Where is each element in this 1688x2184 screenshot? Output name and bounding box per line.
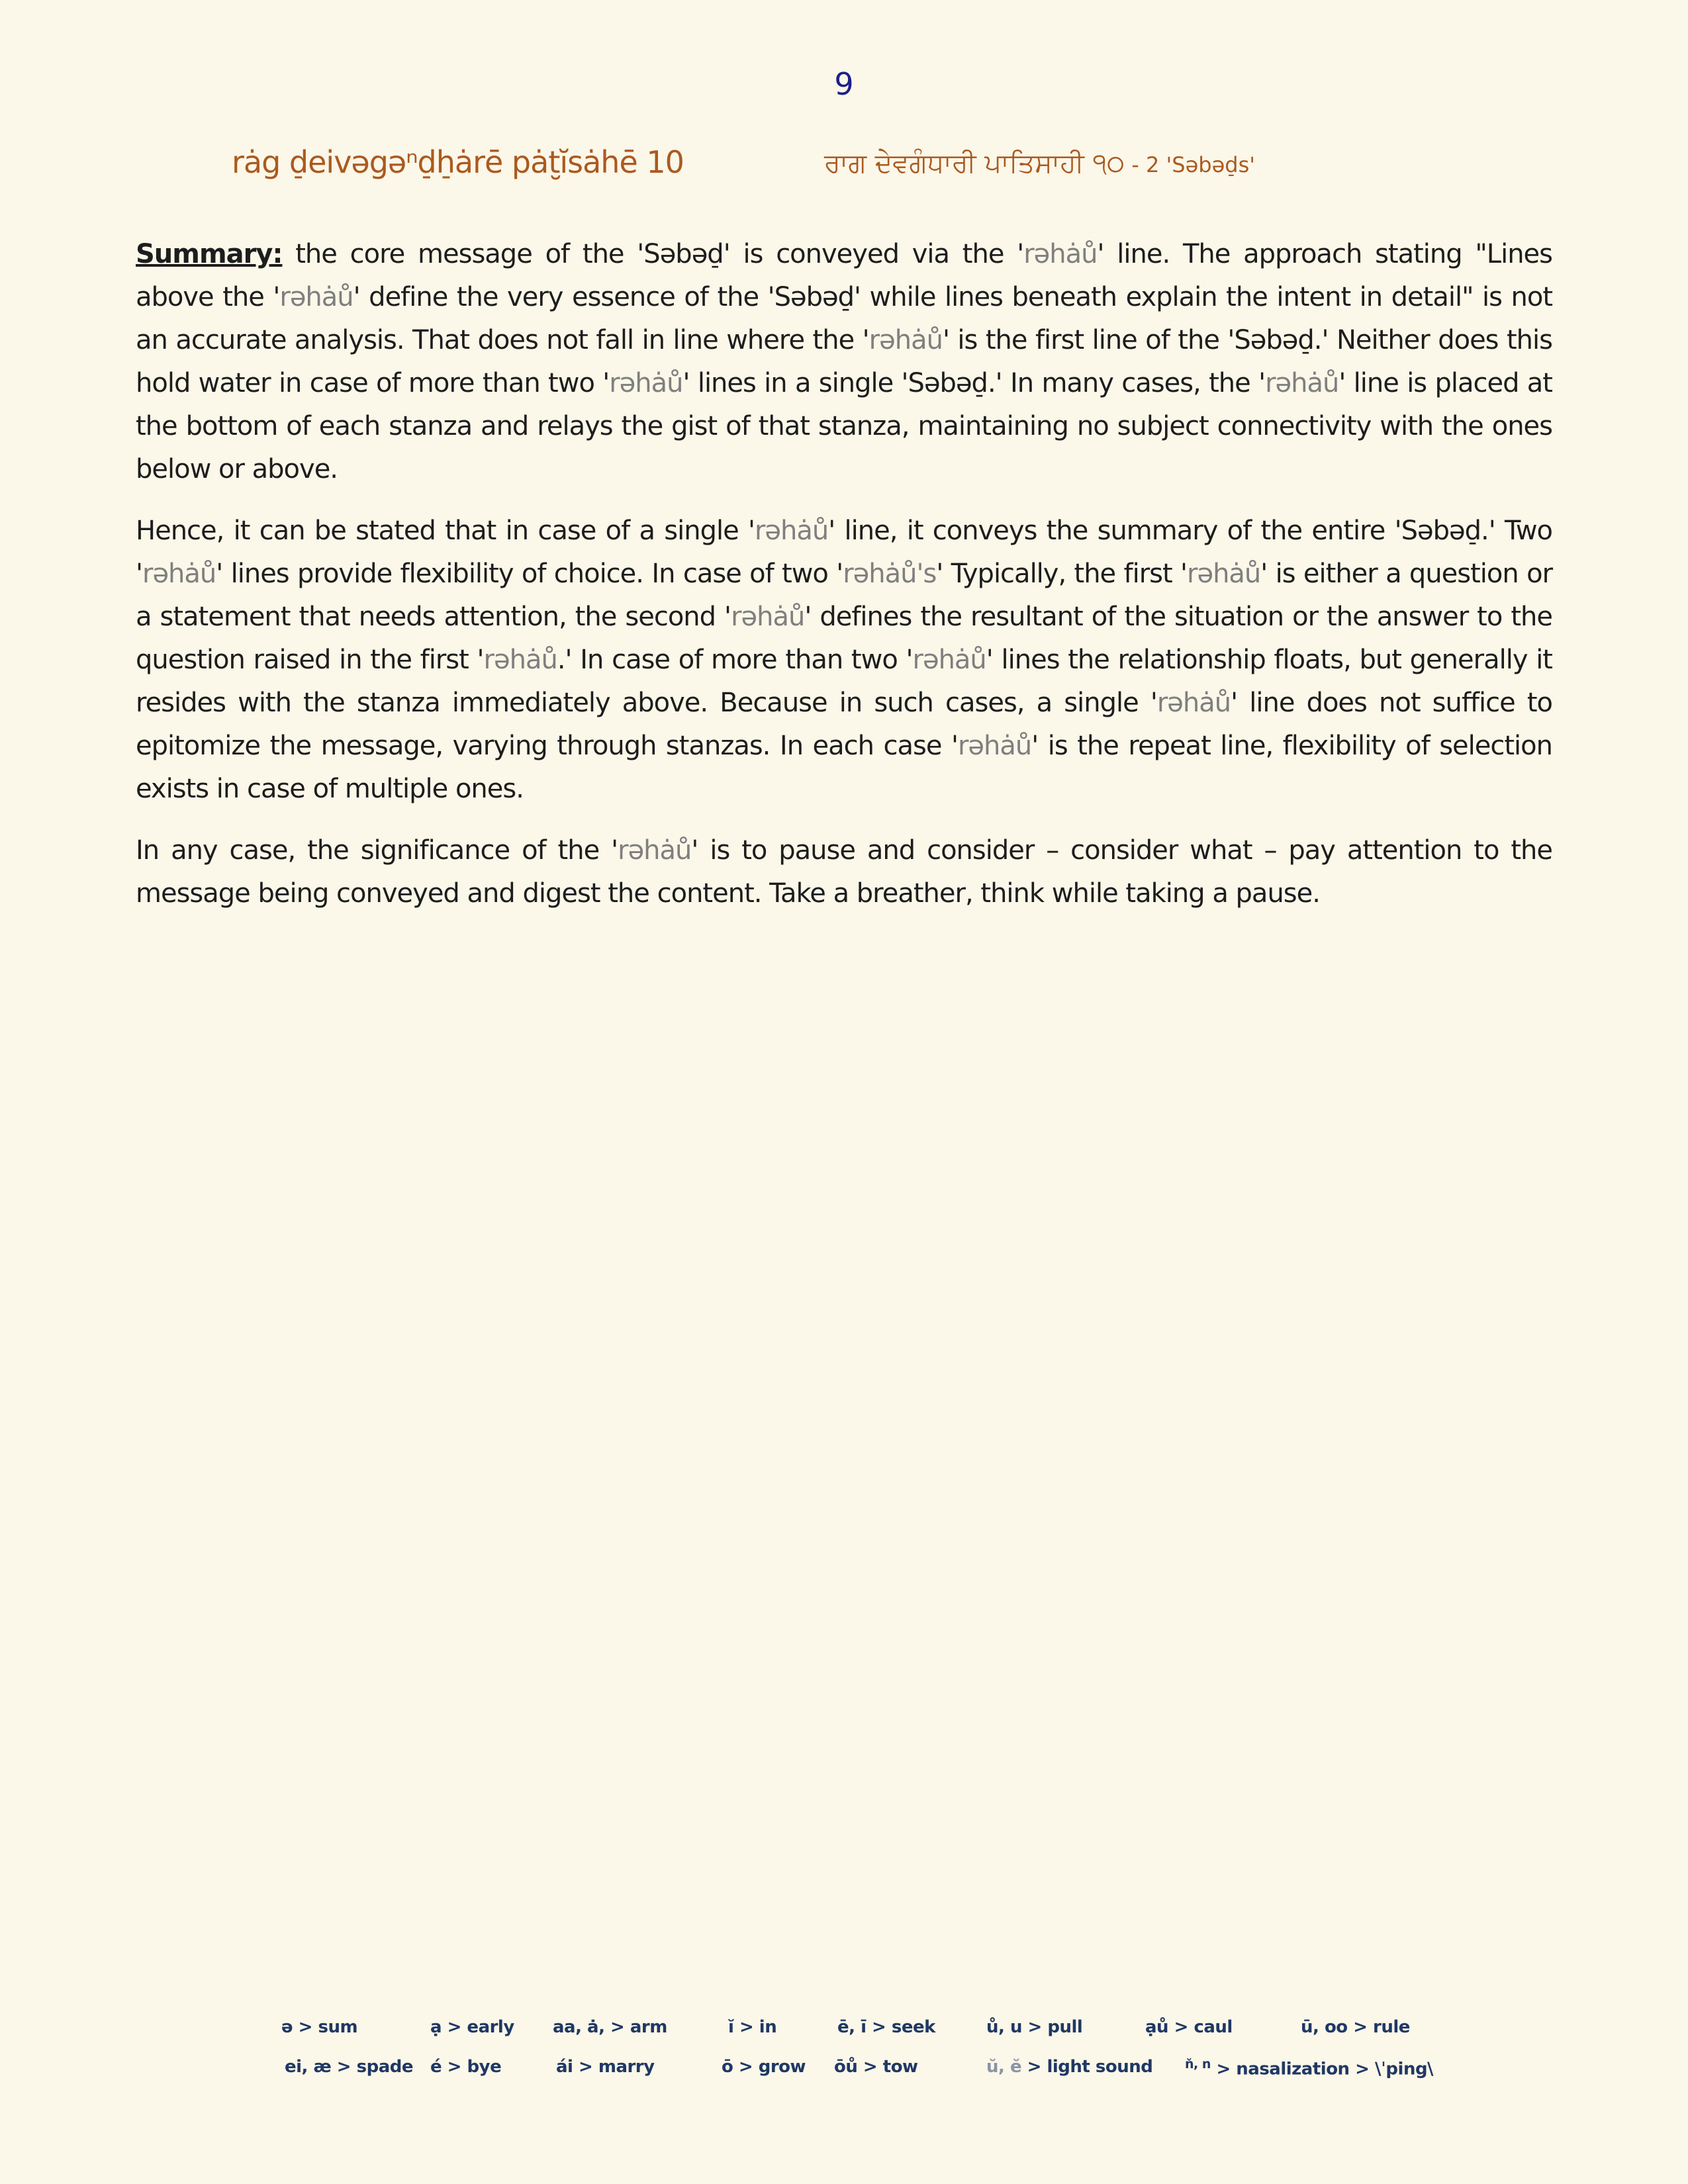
- pronunciation-item: ə > sum: [281, 2017, 358, 2037]
- pronunciation-item: ái > marry: [556, 2057, 655, 2077]
- raag-title-gurmukhi-group: [824, 148, 1255, 179]
- pronunciation-item: ạů > caul: [1145, 2017, 1233, 2037]
- pronunciation-item: ōů > tow: [834, 2057, 918, 2077]
- pronunciation-key-row-2: [0, 2057, 1688, 2090]
- summary-paragraph-2: Hence, it can be stated that in case of a single 'rəhȧů' line, it conveys the summary of the entire 'Səbəd̠.' Two 'rəhȧů' lines provide flexibility of choice. In case of two 'rəhȧů's' Typically, the first 'rəhȧů' is either a question or a statement that needs attention, the second 'rəhȧů' defines the resultant of the situation or the answer to the question raised in the first 'rəhȧů.' In case of more than two 'rəhȧů' lines the relationship floats, but generally it resides with the stanza immediately above. Because in such cases, a single 'rəhȧů' line does not suffice to epitomize the message, varying through stanzas. In each case 'rəhȧů' is the repeat line, flexibility of selection exists in case of multiple ones.: [136, 516, 1553, 804]
- pronunciation-item: é > bye: [430, 2057, 502, 2077]
- pronunciation-item: ů, u > pull: [986, 2017, 1083, 2037]
- pronunciation-item: ō > grow: [722, 2057, 806, 2077]
- page-number: 9: [834, 66, 854, 102]
- pronunciation-item: aa, ȧ, > arm: [553, 2017, 667, 2037]
- raag-title-transliteration: rȧg d̠eivəgəⁿd̠h̠ȧrē pȧt̮ĭsȧhē 10: [232, 144, 684, 180]
- pronunciation-item-light-sound: [986, 2057, 1152, 2077]
- pronunciation-item: ĭ > in: [728, 2017, 777, 2037]
- pronunciation-item: ạ > early: [430, 2017, 514, 2037]
- light-sound-symbols: ŭ, ĕ: [986, 2057, 1027, 2077]
- pronunciation-item-nasalization: [1185, 2057, 1433, 2079]
- summary-paragraph-1: Summary: the core message of the 'Səbəd̠' is conveyed via the 'rəhȧů' line. The approach stating "Lines above the 'rəhȧů' define the very essence of the 'Səbəd̠' while lines beneath explain the intent in detail" is not an accurate analysis. That does not fall in line where the 'rəhȧů' is the first line of the 'Səbəd̠.' Neither does this hold water in case of more than two 'rəhȧů' lines in a single 'Səbəd̠.' In many cases, the 'rəhȧů' line is placed at the bottom of each stanza and relays the gist of that stanza, maintaining no subject connectivity with the ones below or above.: [136, 239, 1553, 484]
- nasalization-symbols: ň, n: [1185, 2057, 1211, 2071]
- light-sound-label: > light sound: [1027, 2057, 1153, 2077]
- pronunciation-key-row-1: [0, 2017, 1688, 2050]
- nasalization-label: > nasalization > \ˈping\: [1210, 2059, 1434, 2079]
- pronunciation-item: ū, oo > rule: [1301, 2017, 1410, 2037]
- summary-paragraph-3: In any case, the significance of the 'rəhȧů' is to pause and consider – consider what – pay attention to the message being conveyed and digest the content. Take a breather, think while taking a pause.: [136, 835, 1553, 909]
- summary-section: [136, 233, 1552, 934]
- sabad-count-label: - 2 'Səbəd̠s': [1125, 152, 1256, 177]
- raag-title-gurmukhi: ਰਾਗ ਦੇਵਗੰਧਾਰੀ ਪਾਤਿਸਾਹੀ ੧੦: [824, 148, 1125, 179]
- pronunciation-item: ei, æ > spade: [285, 2057, 413, 2077]
- pronunciation-item: ē, ī > seek: [837, 2017, 935, 2037]
